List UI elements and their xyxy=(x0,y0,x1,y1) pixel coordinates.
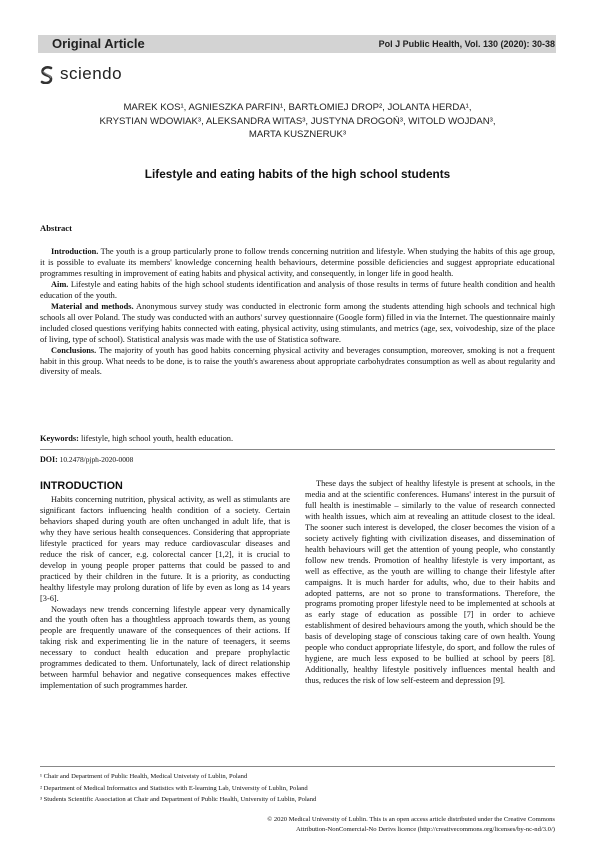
author-line: MARTA KUSZNERUK³ xyxy=(248,129,347,140)
introduction-heading: INTRODUCTION xyxy=(40,480,123,492)
abstract-heading: Abstract xyxy=(40,223,72,233)
keywords xyxy=(40,434,233,443)
license-notice xyxy=(174,815,555,835)
keywords-text: lifestyle, high school youth, health education. xyxy=(78,434,234,443)
footnote: ¹ Chair and Department of Public Health, Medical Univeisty of Lublin, Poland xyxy=(40,773,248,780)
author-list xyxy=(60,101,535,142)
footnote: ³ Students Scientific Association at Chair and Department of Public Health, University of Lublin, Poland xyxy=(40,796,317,803)
abstract-body xyxy=(40,247,555,378)
keywords-label: Keywords: xyxy=(40,434,79,443)
abstract-introduction xyxy=(40,247,555,280)
abstract-aim xyxy=(40,280,555,302)
sciendo-logo-text: sciendo xyxy=(60,64,123,83)
footnote: ² Department of Medical Informatics and Statistics with E-learning Lab, University of Lublin, Poland xyxy=(40,784,308,792)
article-type-label: Original Article xyxy=(52,36,145,51)
abstract-methods xyxy=(40,302,555,346)
license-line: © 2020 Medical University of Lublin. This is an open access article distributed under the Creative Commons xyxy=(267,816,555,823)
footnote-divider xyxy=(40,766,555,767)
column-right xyxy=(305,479,555,687)
author-line: MAREK KOS¹, AGNIESZKA PARFIN¹, BARTŁOMIEJ DROP², JOLANTA HERDA¹, xyxy=(123,102,472,113)
journal-citation: Pol J Public Health, Vol. 130 (2020): 30-38 xyxy=(378,39,555,49)
section-text: Anonymous survey study was conducted in electronic form among the students attending high schools and technical high schools all over Poland. The study was conducted with an authors' survey questionnaire (Google form) filled in via the Internet. The questionnaire mainly included closed questions verifying habits connected with eating, physical activity, using stimulants, and metrics (age, sex, voivodeship, size of the place of living, type of school). Statistical analysis was made with the use of Statistica software. xyxy=(40,301,556,344)
divider xyxy=(40,449,555,450)
license-line: Attribution-NonComercial-No Derivs licence (http://creativecommons.org/licenses/by-nc-nd/3.0/) xyxy=(296,826,555,833)
paragraph: These days the subject of healthy lifestyle is present at schools, in the media and at the scientific conferences. Humans' interest in the pursuit of full health is inestimable – similarly to the value of research connected with health issues, which aim at revealing an attitude closest to the ideal. The sooner such interest is developed, the closer becomes the vision of a society actively fighting with civilization diseases, and dissemination of health behaviours will get the attention of young people, who constantly follow new trends. Promotion of healthy lifestyle is very important, as well as effective, as the youth are willing to change their lifestyle after campaigns. It is much harder for adults, who, due to their habits and adopted patterns, are not so prone to transformations. Therefore, the programs promoting proper lifestyle need to be implemented at schools at as early stage of education as possible [7] in order to achieve establishment of desired behaviours among the youth, which should be the basis of developing stage of conscious taking care of own health. Young people who conduct appropriate lifestyle, do sport, and follow the rules of hygiene, are much less exposed to be bullied at school by peers [8]. Additionally, healthy lifestyle positively influences mental health and thus, reduces the risk of low self-esteem and depression [9]. xyxy=(305,479,555,686)
paragraph: Nowadays new trends concerning lifestyle appear very dynamically and the youth often has a thoughtless approach towards them, as young people are frequently unaware of the consequences of their actions. If taking risk and experimenting lie in the nature of teenagers, it seems necessary to conduct health education and prepare prophylactic programmes dedicated to them. Unfortunately, lack of direct relationship between harmful behavior and negative consequences makes effective implementation of such programmes harder. xyxy=(40,604,290,691)
section-label: Conclusions. xyxy=(51,345,97,355)
column-left xyxy=(40,495,290,692)
section-text: Lifestyle and eating habits of the high school students identification and analysis of those results in terms of future health condition and health education of the youth. xyxy=(40,279,555,300)
doi xyxy=(40,455,133,464)
section-label: Aim. xyxy=(51,279,69,289)
doi-value: 10.2478/pjph-2020-0008 xyxy=(57,455,134,464)
author-line: KRYSTIAN WDOWIAK³, ALEKSANDRA WITAS³, JUSTYNA DROGOŃ³, WITOLD WOJDAN³, xyxy=(99,115,496,127)
section-label: Material and methods. xyxy=(51,301,134,311)
section-label: Introduction. xyxy=(51,247,99,256)
section-text: The majority of youth has good habits concerning physical activity and beverages consumption, moreover, smoking is not a frequent habit in this group. What needs to be done, is to raise the youth's awareness about appropriate carbohydrates consumption as well as about regularity and diversity of meals. xyxy=(40,345,555,377)
doi-label: DOI: xyxy=(40,455,58,464)
sciendo-logo-icon xyxy=(40,66,54,84)
footnotes xyxy=(40,771,316,806)
abstract-conclusions xyxy=(40,346,555,379)
paragraph: Habits concerning nutrition, physical activity, as well as stimulants are significant factors influencing health condition of a society. Certain behaviors shaped during youth are often unchanged in adult life, that is why they have serious health consequences. Considering that appropriate lifestyle practiced for years may reduce cardiovascular diseases and reduce the risk of cancer, e.g. colorectal cancer [1,2], it is crucial to develop in young people proper patterns that could be passed to and practiced by their children in the future. It is a priority, as conducting healthy lifestyle may prolong duration of life by even as long as 14 years [3-6]. xyxy=(40,495,290,603)
section-text: The youth is a group particularly prone to follow trends concerning nutrition and lifestyle. When studying the habits of this age group, it is possible to evaluate its members' knowledge concerning health behaviours, determine possible deficiencies and suggest appropriate educational programmes resulting in improvement of eating habits and physical activity, and consequently, in longer life in good health. xyxy=(40,247,555,278)
paper-title: Lifestyle and eating habits of the high school students xyxy=(144,167,451,181)
